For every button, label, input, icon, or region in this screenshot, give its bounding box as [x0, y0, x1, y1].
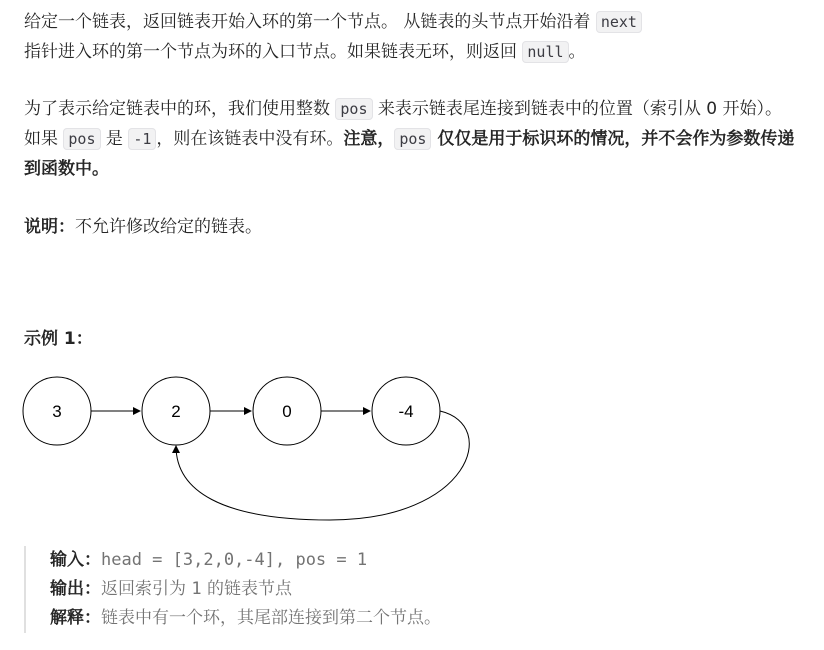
explain-text: 链表中有一个环，其尾部连接到第二个节点。 — [101, 608, 441, 628]
p1-text-3: 。 — [568, 42, 586, 62]
input-line — [50, 546, 750, 575]
explain-line — [50, 604, 750, 633]
output-label: 输出： — [50, 579, 101, 599]
input-label: 输入： — [50, 550, 101, 570]
next-code: next — [596, 11, 642, 33]
output-pre: 返回索引为 — [101, 579, 192, 599]
node-0-value: 3 — [52, 402, 62, 421]
explain-label: 解释： — [50, 608, 101, 628]
node-0 — [23, 377, 91, 445]
node-2 — [253, 377, 321, 445]
minus-one-code: -1 — [128, 128, 156, 150]
note-text: 不允许修改给定的链表。 — [75, 217, 262, 237]
note-bold-2: 仅仅是用于标识环的情况，并不会作为参数传递到函数中。 — [24, 129, 795, 179]
note-bold-1: 注意， — [343, 129, 395, 149]
output-post: 的链表节点 — [201, 579, 293, 599]
p1-text-1: 给定一个链表，返回链表开始入环的第一个节点。 从链表的头节点开始沿着 — [24, 12, 596, 32]
node-2-value: 0 — [282, 402, 292, 421]
note-label: 说明： — [24, 217, 75, 237]
p2-text-2: 来表示链表尾连接到链表中的位置（索引从 0 开始）。 如果 — [24, 99, 783, 149]
p2-text-3: 是 — [100, 129, 129, 149]
example-title: 示例 1： — [24, 329, 93, 349]
problem-paragraph-2 — [24, 94, 804, 184]
pos-code-3: pos — [394, 128, 431, 150]
p2-text-4: ，则在该链表中没有环。 — [156, 129, 344, 149]
node-1 — [142, 377, 210, 445]
p1-text-2: 指针进入环的第一个节点为环的入口节点。如果链表无环，则返回 — [24, 42, 523, 62]
node-3-value: -4 — [398, 402, 414, 421]
input-value: head = [3,2,0,-4], pos = 1 — [101, 550, 368, 570]
p2-text-1: 为了表示给定链表中的环，我们使用整数 — [24, 99, 336, 119]
example-io-block — [24, 546, 750, 633]
output-code: 1 — [191, 579, 202, 599]
node-1-value: 2 — [171, 402, 181, 421]
pos-code-1: pos — [335, 98, 372, 120]
pos-code-2: pos — [63, 128, 100, 150]
linked-list-diagram — [0, 370, 500, 530]
problem-paragraph-3 — [24, 212, 804, 242]
null-code: null — [522, 41, 568, 63]
node-3 — [372, 377, 440, 445]
problem-paragraph-1 — [24, 7, 804, 67]
output-line — [50, 575, 750, 604]
